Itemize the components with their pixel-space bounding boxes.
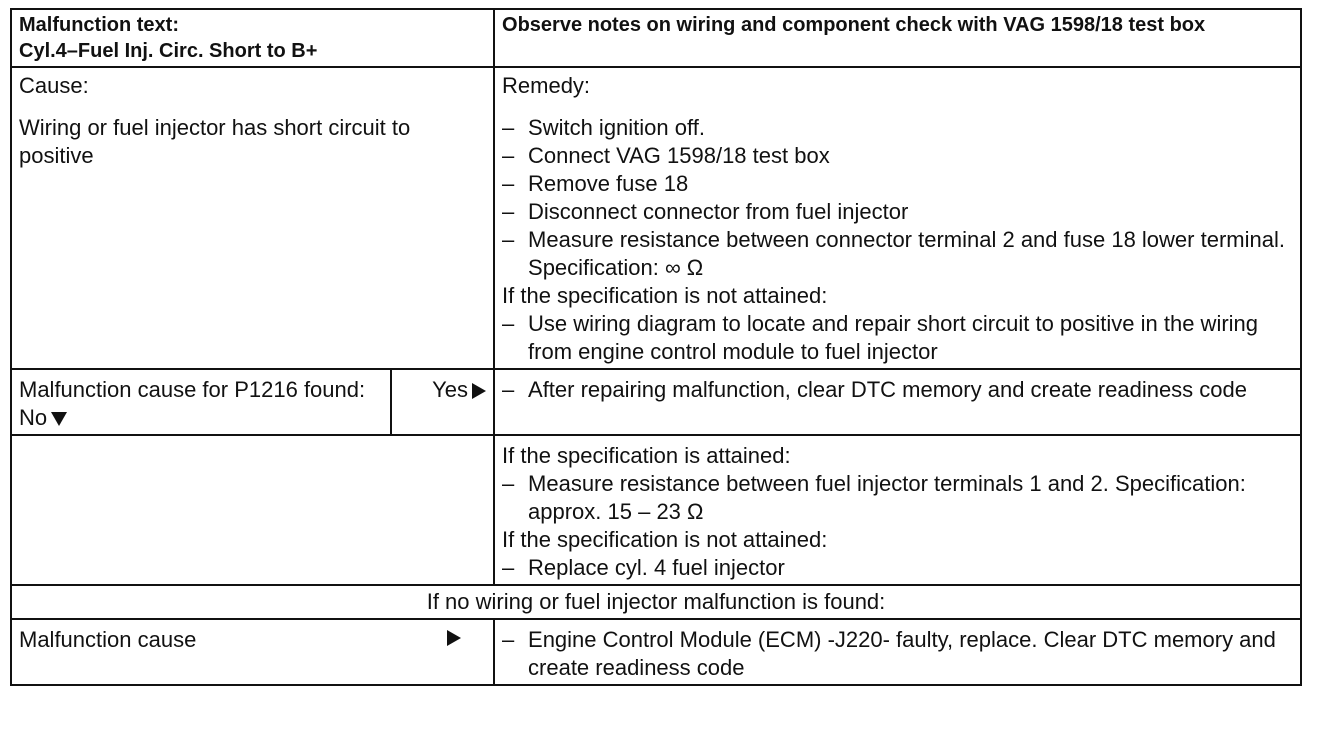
ecm-step: – Engine Control Module (ECM) -J220- faulty, replace. Clear DTC memory and create readiness code	[502, 627, 1276, 680]
remedy-step: – Disconnect connector from fuel injector	[502, 199, 909, 224]
attained-label: If the specification is attained:	[502, 443, 791, 468]
right-triangle-icon	[447, 630, 461, 646]
no-malfunction-row	[11, 585, 1301, 619]
diagnostic-page	[10, 8, 1300, 744]
attained-cell	[494, 435, 1301, 585]
remedy-steps	[502, 114, 1293, 282]
down-triangle-icon	[51, 412, 67, 426]
remedy-step: – Connect VAG 1598/18 test box	[502, 143, 830, 168]
cause-label: Cause:	[19, 73, 89, 98]
cause-cell	[11, 67, 494, 369]
notes-header: Observe notes on wiring and component check with VAG 1598/18 test box	[494, 9, 1301, 67]
measure-step: – Measure resistance between fuel injector terminals 1 and 2. Specification: approx. 15 – 23 Ω	[502, 471, 1246, 524]
attained-row	[11, 435, 1301, 585]
cause-remedy-row	[11, 67, 1301, 369]
repair-step: – Use wiring diagram to locate and repair short circuit to positive in the wiring from engine control module to fuel injector	[502, 311, 1259, 364]
remedy-cell	[494, 67, 1301, 369]
right-triangle-icon	[472, 383, 486, 399]
remedy-label: Remedy:	[502, 73, 591, 98]
yes-label: Yes	[432, 377, 469, 402]
remedy-step: – Switch ignition off.	[502, 115, 705, 140]
header-left-line1: Malfunction text:	[19, 14, 179, 36]
empty-cell	[11, 435, 494, 585]
header-row	[11, 9, 1301, 67]
malfunction-text-header	[11, 9, 494, 67]
ecm-cell	[494, 619, 1301, 685]
final-cause-label: Malfunction cause	[19, 627, 197, 652]
remedy-step: – Measure resistance between connector terminal 2 and fuse 18 lower terminal. Specification: ∞ Ω	[502, 227, 1285, 280]
remedy-step: – Remove fuse 18	[502, 171, 689, 196]
after-repair-step: – After repairing malfunction, clear DTC memory and create readiness code	[502, 377, 1248, 402]
cause-text: Wiring or fuel injector has short circuit to positive	[19, 115, 411, 168]
final-row	[11, 619, 1301, 685]
no-malfunction-text: If no wiring or fuel injector malfunction is found:	[11, 585, 1301, 619]
malfunction-found-label: Malfunction cause for P1216 found: No	[19, 377, 366, 430]
header-left-line2: Cyl.4–Fuel Inj. Circ. Short to B+	[19, 40, 318, 62]
yes-cell	[391, 369, 494, 435]
final-cause-cell	[11, 619, 494, 685]
not-attained-label: If the specification is not attained:	[502, 283, 828, 308]
replace-step: – Replace cyl. 4 fuel injector	[502, 555, 785, 580]
malfunction-cause-row	[11, 369, 1301, 435]
malfunction-found-cell	[11, 369, 391, 435]
diagnostic-table	[10, 8, 1302, 686]
not-attained-label-2: If the specification is not attained:	[502, 527, 828, 552]
after-repair-cell	[494, 369, 1301, 435]
